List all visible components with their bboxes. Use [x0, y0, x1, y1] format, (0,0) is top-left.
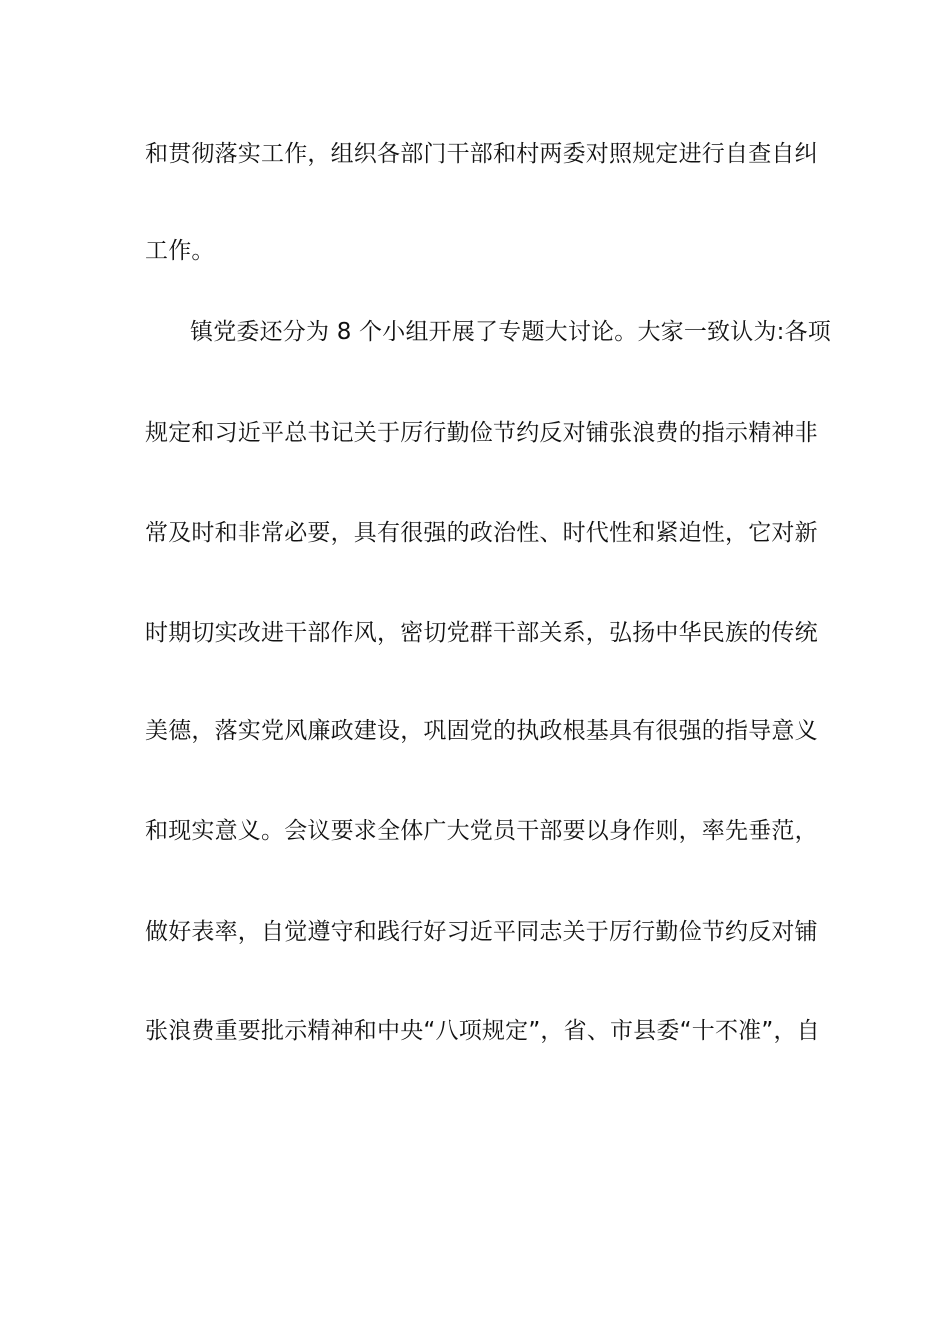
paragraph-line: 和贯彻落实工作，组织各部门干部和村两委对照规定进行自查自纠 — [145, 141, 818, 167]
paragraph-line: 镇党委还分为 8 个小组开展了专题大讨论。大家一致认为:各项 — [190, 319, 832, 345]
paragraph-line: 张浪费重要批示精神和中央“八项规定”，省、市县委“十不准”，自 — [145, 1018, 820, 1044]
paragraph-line: 和现实意义。会议要求全体广大党员干部要以身作则，率先垂范， — [145, 818, 818, 844]
paragraph-line: 时期切实改进干部作风，密切党群干部关系，弘扬中华民族的传统 — [145, 620, 818, 646]
paragraph-line: 工作。 — [145, 238, 215, 264]
paragraph-line: 规定和习近平总书记关于厉行勤俭节约反对铺张浪费的指示精神非 — [145, 420, 818, 446]
paragraph-line: 做好表率，自觉遵守和践行好习近平同志关于厉行勤俭节约反对铺 — [145, 919, 818, 945]
paragraph-line: 美德，落实党风廉政建设，巩固党的执政根基具有很强的指导意义 — [145, 718, 818, 744]
paragraph-line: 常及时和非常必要，具有很强的政治性、时代性和紧迫性，它对新 — [145, 520, 818, 546]
